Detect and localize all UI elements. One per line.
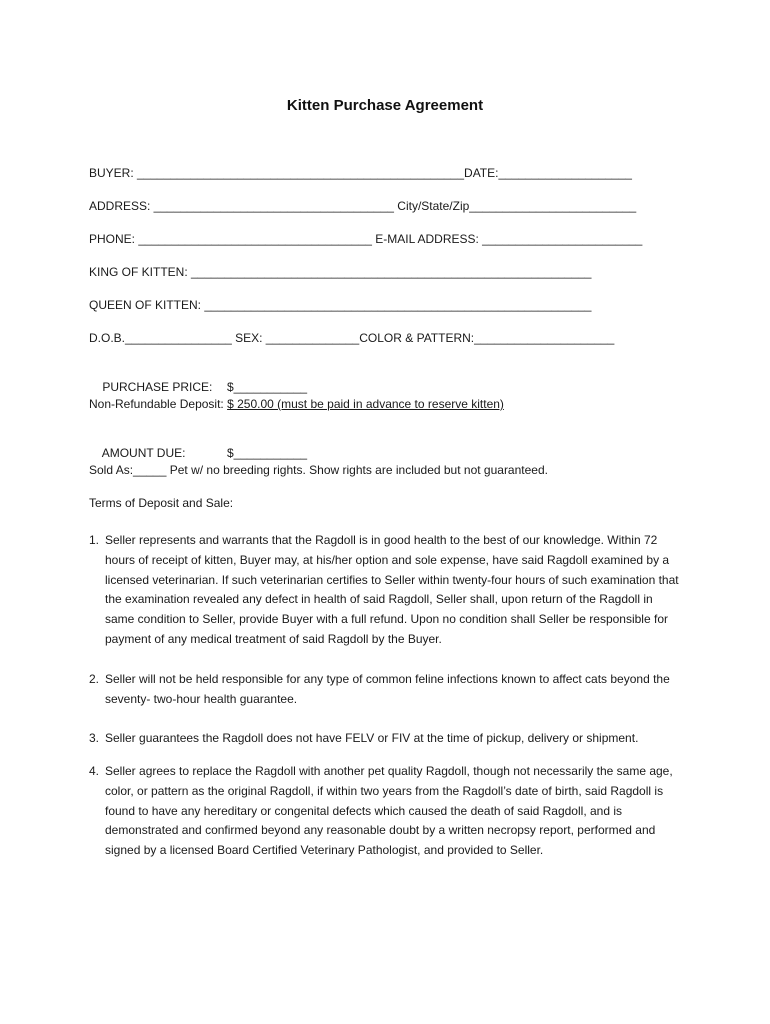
buyer-date-line: BUYER: _________________________________________________DATE:____________________	[89, 166, 632, 180]
queen-of-kitten-line: QUEEN OF KITTEN: __________________________________________________________	[89, 298, 592, 312]
deposit-line	[89, 396, 689, 412]
term-text: Seller represents and warrants that the Ragdoll is in good health to the best of our knowledge. Within 72 hours of receipt of kitten, Buyer may, at his/her option and sole expense, have said Ragdoll examined by a licensed veterinarian. If such veterinarian certifies to Seller within twenty-four hours of such examination that the examination revealed any defect in health of said Ragdoll, Seller shall, upon return of the Ragdoll in same condition to Seller, provide Buyer with a full refund. Upon no condition shall Seller be responsible for payment of any medical treatment of said Ragdoll by the Buyer.	[105, 533, 679, 646]
term-number: 2.	[89, 672, 100, 686]
term-text: Seller agrees to replace the Ragdoll with another pet quality Ragdoll, though not necessarily the same age, color, or pattern as the original Ragdoll, if within two years from the Ragdoll’s date of birth, said Ragdoll is found to have any hereditary or congenital defects which caused the death of said Ragdoll, and is demonstrated and confirmed beyond any reasonable doubt by a written necropsy report, performed and signed by a licensed Board Certified Veterinary Pathologist, and provided to Seller.	[105, 764, 673, 858]
term-number: 4.	[89, 764, 100, 778]
purchase-price-value: $___________	[227, 380, 308, 394]
king-of-kitten-line: KING OF KITTEN: ____________________________________________________________	[89, 265, 592, 279]
sold-as-line: Sold As:_____ Pet w/ no breeding rights. Show rights are included but not guaranteed.	[89, 463, 548, 477]
page-title: Kitten Purchase Agreement	[286, 97, 484, 114]
term-text: Seller guarantees the Ragdoll does not have FELV or FIV at the time of pickup, delivery or shipment.	[105, 731, 639, 745]
dob-sex-color-line: D.O.B.________________ SEX: ______________COLOR & PATTERN:_____________________	[89, 331, 615, 345]
address-line: ADDRESS: ____________________________________ City/State/Zip_________________________	[89, 199, 637, 213]
purchase-price-label: PURCHASE PRICE:	[102, 380, 213, 394]
deposit-value: $ 250.00 (must be paid in advance to reserve kitten)	[227, 397, 504, 411]
amount-due-value: $___________	[227, 446, 308, 460]
amount-due-label: AMOUNT DUE:	[101, 446, 186, 460]
term-item	[89, 762, 681, 861]
terms-heading: Terms of Deposit and Sale:	[89, 496, 234, 510]
term-item	[89, 531, 681, 650]
term-number: 1.	[89, 533, 100, 547]
term-item	[89, 670, 681, 710]
phone-email-line: PHONE: ___________________________________ E-MAIL ADDRESS: ________________________	[89, 232, 643, 246]
term-text: Seller will not be held responsible for any type of common feline infections known to affect cats beyond the seventy- two-hour health guarantee.	[105, 672, 670, 706]
term-number: 3.	[89, 731, 100, 745]
term-item	[89, 729, 681, 749]
deposit-label: Non-Refundable Deposit:	[89, 397, 228, 411]
